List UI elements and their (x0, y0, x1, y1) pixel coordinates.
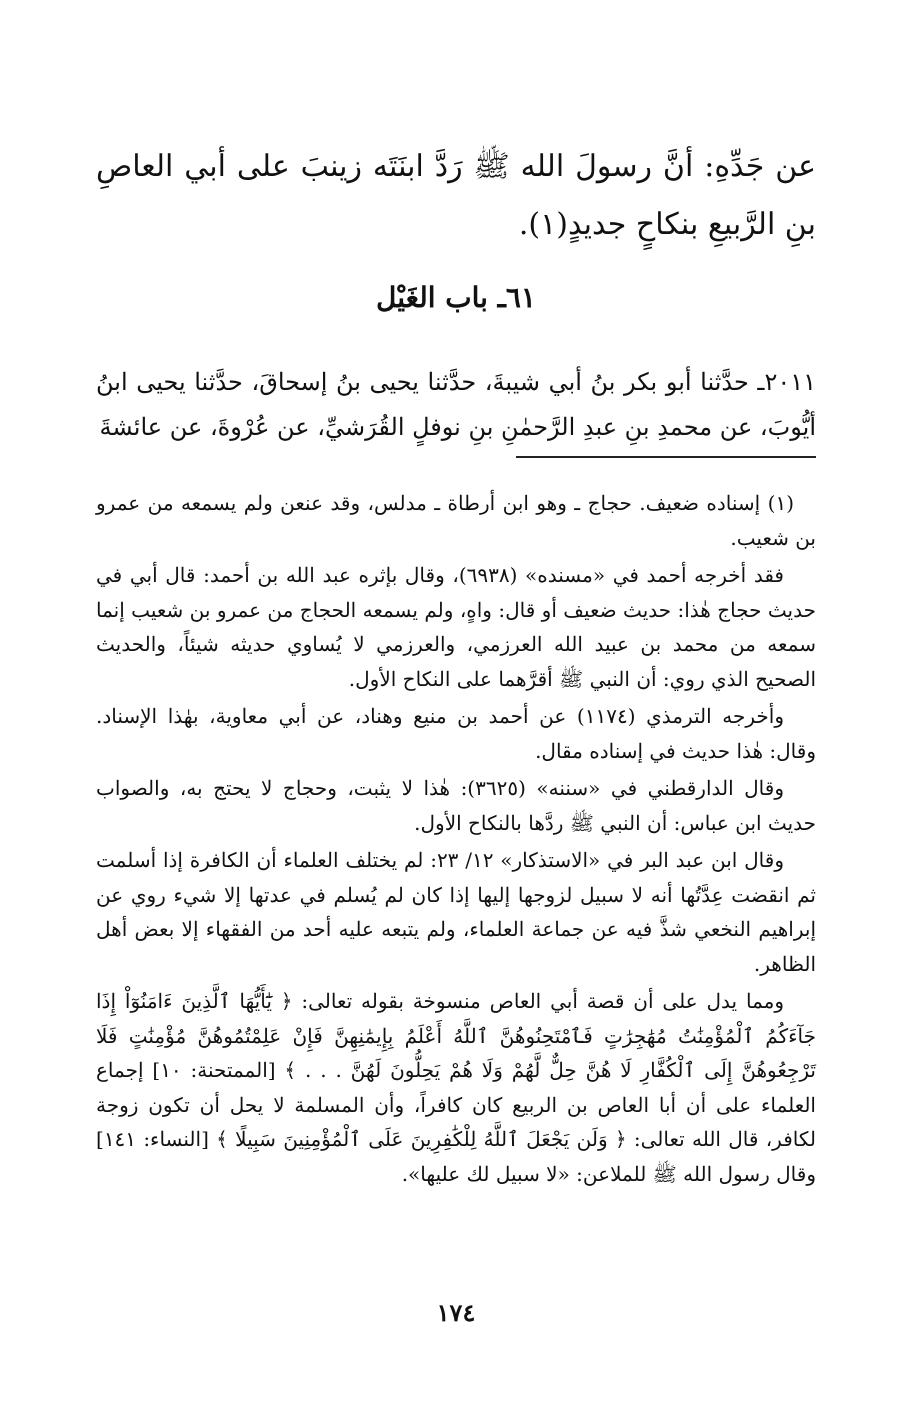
page-number: ١٧٤ (436, 1298, 476, 1327)
main-text-continuation: عن جَدِّهِ: أنَّ رسولَ الله ﷺ رَدَّ ابنَتَه زينبَ على أبي العاصِ بنِ الرَّبيعِ بنكاحٍ جديدٍ(١). (96, 149, 816, 242)
footnote-paragraph: وقال الدارقطني في «سننه» (٣٦٢٥): هٰذا لا يثبت، وحجاج لا يحتج به، والصواب حديث ابن عباس: أن النبي ﷺ ردَّها بالنكاح الأول. (96, 776, 816, 835)
footnote-divider (516, 456, 816, 458)
chapter-heading: ٦١ـ باب الغَيْل (376, 281, 536, 314)
footnote-paragraph: فقد أخرجه أحمد في «مسنده» (٦٩٣٨)، وقال بإثره عبد الله بن أحمد: قال أبي في حديث حجاج هٰذا: حديث ضعيف أو قال: واهٍ، ولم يسمعه الحجاج من عمرو بن شعيب إنما سمعه من محمد بن عبيد الله العرزمي، والعرزمي لا يُساوي حديثه شيئاً، والحديث الصحيح الذي روي: أن النبي ﷺ أقرَّهما على النكاح الأول. (96, 563, 816, 691)
footnote-paragraph: (١) إسناده ضعيف. حجاج ـ وهو ابن أرطاة ـ مدلس، وقد عنعن ولم يسمعه من عمرو بن شعيب. (96, 491, 816, 550)
footnote-paragraph: وأخرجه الترمذي (١١٧٤) عن أحمد بن منيع وهناد، عن أبي معاوية، بهٰذا الإسناد. وقال: هٰذا حديث في إسناده مقال. (96, 704, 816, 763)
hadith-text: ٢٠١١ـ حدَّثنا أبو بكر بنُ أبي شيبةَ، حدَّثنا يحيى بنُ إسحاقَ، حدَّثنا يحيى ابنُ أيُّوبَ، عن محمدِ بنِ عبدِ الرَّحمٰنِ بنِ نوفلٍ القُرَشيِّ، عن عُرْوةَ، عن عائشةَ (96, 368, 816, 441)
footnotes-section (96, 486, 816, 1194)
footnote-paragraph: وقال ابن عبد البر في «الاستذكار» ١٢/ ٢٣: لم يختلف العلماء أن الكافرة إذا أسلمت ثم انقضت عِدَّتُها أنه لا سبيل لزوجها إليها إذا كان لم يُسلم في عدتها إلا شيء روي عن إبراهيم النخعي شذَّ فيه عن جماعة العلماء، ولم يتبعه عليه أحد من الفقهاء إلا بعض أهل الظاهر. (96, 848, 816, 976)
footnote-paragraph: ومما يدل على أن قصة أبي العاص منسوخة بقوله تعالى: ﴿ يَٰٓأَيُّهَا ٱلَّذِينَ ءَامَنُوٓاْ إِذَا جَآءَكُمُ ٱلْمُؤْمِنَٰتُ مُهَٰجِرَٰتٍ فَٱمْتَحِنُوهُنَّ ٱللَّهُ أَعْلَمُ بِإِيمَٰنِهِنَّ فَإِنْ عَلِمْتُمُوهُنَّ مُؤْمِنَٰتٍ فَلَا تَرْجِعُوهُنَّ إِلَى ٱلْكُفَّارِ لَا هُنَّ حِلٌّ لَّهُمْ وَلَا هُمْ يَحِلُّونَ لَهُنَّ . . . ﴾ [الممتحنة: ١٠] إجماع العلماء على أن أبا العاص بن الربيع كان كافراً، وأن المسلمة لا يحل أن تكون زوجة لكافر، قال الله تعالى: ﴿ وَلَن يَجْعَلَ ٱللَّهُ لِلْكَٰفِرِينَ عَلَى ٱلْمُؤْمِنِينَ سَبِيلًا ﴾ [النساء: ١٤١] وقال رسول الله ﷺ للملاعن: «لا سبيل لك عليها». (96, 989, 816, 1186)
document-page (96, 0, 816, 1419)
